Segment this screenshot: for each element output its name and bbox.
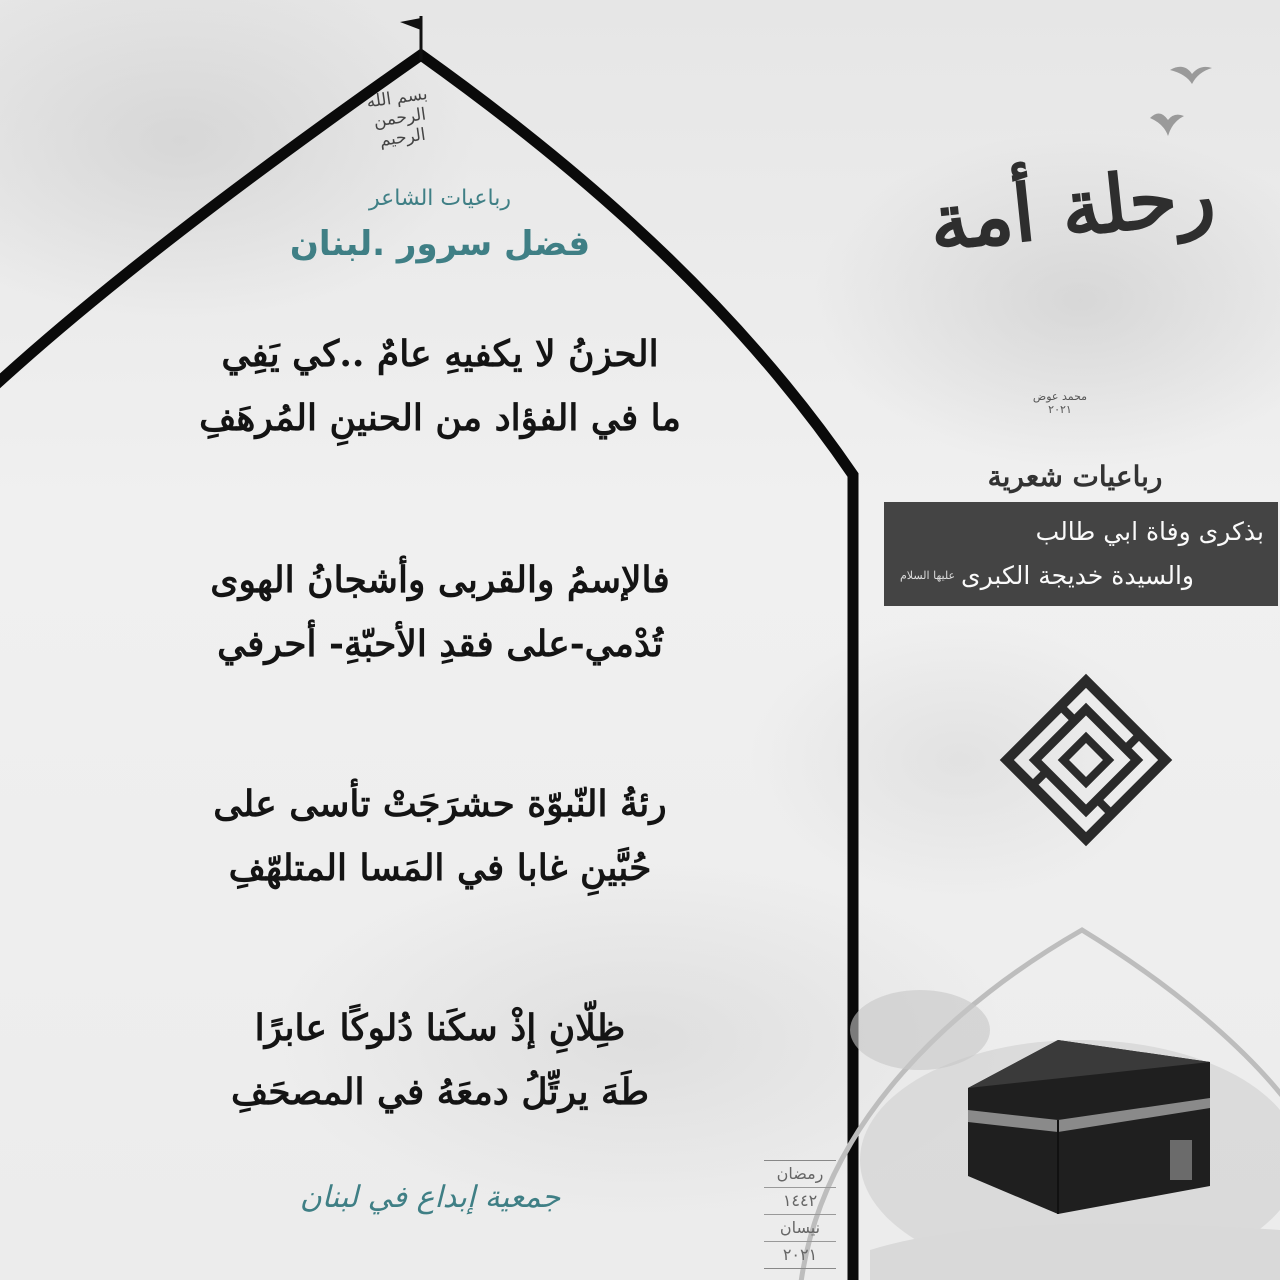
occasion-line-2: والسيدة خديجة الكبرى bbox=[961, 561, 1194, 590]
occasion-line-2-wrap bbox=[900, 554, 1264, 598]
verse-line: الحزنُ لا يكفيهِ عامٌ ..كي يَفِي bbox=[221, 333, 659, 375]
date-block bbox=[764, 1160, 836, 1269]
honorific: عليها السلام bbox=[900, 569, 956, 582]
verse-line: فالإسمُ والقربى وأشجانُ الهوى bbox=[210, 559, 670, 601]
verse-line: ظِلّانِ إذْ سكَنا دُلوكًا عابرًا bbox=[254, 1007, 626, 1049]
basmala-calligraphy: بسم الله الرحمن الرحيم bbox=[365, 84, 429, 151]
occasion-box bbox=[884, 502, 1278, 606]
poet-name: فضل سرور .لبنان bbox=[289, 224, 591, 264]
stanza-4 bbox=[130, 996, 750, 1124]
stanza-3 bbox=[130, 772, 750, 900]
date-gregorian-month: نيسان bbox=[764, 1215, 836, 1242]
occasion-line-1: بذكرى وفاة ابي طالب bbox=[1035, 517, 1264, 546]
stanza-2 bbox=[130, 548, 750, 676]
date-hijri-year: ١٤٤٢ bbox=[764, 1188, 836, 1215]
poet-label: رباعيات الشاعر bbox=[368, 186, 512, 211]
verse-line: طَهَ يرتِّلُ دمعَهُ في المصحَفِ bbox=[231, 1071, 649, 1113]
association-logo: جمعية إبداع في لبنان bbox=[299, 1180, 561, 1215]
date-gregorian-year: ٢٠٢١ bbox=[782, 1245, 818, 1264]
verse-line: تُدْمي-على فقدِ الأحبّةِ- أحرفي bbox=[217, 623, 663, 665]
date-hijri-month: رمضان bbox=[764, 1161, 836, 1188]
verse-line: ما في الفؤاد من الحنينِ المُرهَفِ bbox=[199, 397, 681, 439]
calligrapher-signature: محمد عوض ٢٠٢١ bbox=[1032, 390, 1088, 416]
verse-line: حُبَّينِ غابا في المَسا المتلهّفِ bbox=[228, 847, 652, 889]
title-calligraphy: رحلة أمة bbox=[925, 148, 1219, 270]
stanza-1 bbox=[130, 322, 750, 450]
birds-icon bbox=[1150, 67, 1212, 136]
subtitle: رباعيات شعرية bbox=[987, 460, 1163, 493]
kufic-square-icon bbox=[1007, 681, 1165, 839]
verse-line: رئةُ النّبوّة حشرَجَتْ تأسى على bbox=[213, 783, 667, 825]
